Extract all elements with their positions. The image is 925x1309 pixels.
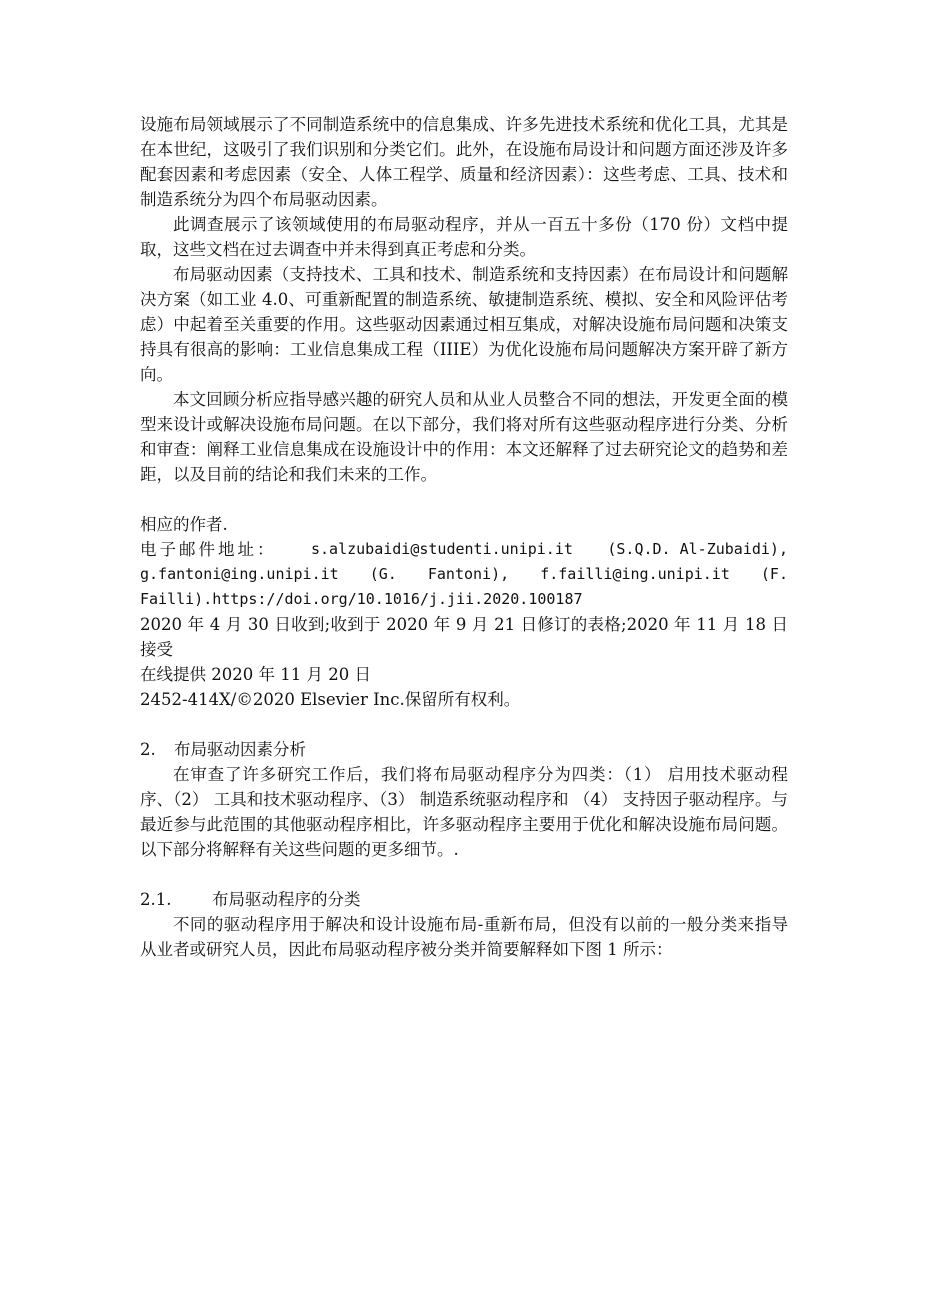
email-link-3[interactable]: f.failli@ing.unipi.it (540, 565, 730, 583)
section-2-1-heading (140, 887, 788, 912)
section-2-1-paragraph: 不同的驱动程序用于解决和设计设施布局-重新布局，但没有以前的一般分类来指导从业者或研究人员，因此布局驱动程序被分类并简要解释如下图 1 所示： (140, 915, 788, 959)
email-label: 电子邮件地址： (140, 540, 277, 559)
email-line-2 (140, 562, 788, 587)
author-name-1: (S.Q.D. Al-Zubaidi), (607, 540, 788, 558)
intro-paragraph-3: 布局驱动因素（支持技术、工具和技术、制造系统和支持因素）在布局设计和问题解决方案（如工业 4.0、可重新配置的制造系统、敏捷制造系统、模拟、安全和风险评估考虑）中起着至关重要的作用。这些驱动因素通过相互集成，对解决设施布局问题和决策支持具有很高的影响：工业信息集成工程（IIIE）为优化设施布局问题解决方案开辟了新方向。 (140, 265, 788, 384)
author-name-3a: (F. (760, 565, 788, 583)
corresponding-author: 相应的作者. (140, 515, 228, 534)
intro-paragraph-2: 此调查展示了该领域使用的布局驱动程序，并从一百五十多份（170 份）文档中提取，这些文档在过去调查中并未得到真正考虑和分类。 (140, 215, 788, 259)
section-2-heading (140, 737, 788, 762)
author-name-2b: Fantoni), (427, 565, 510, 583)
section-2-number: 2. (140, 740, 156, 759)
doi-line[interactable]: Failli).https://doi.org/10.1016/j.jii.2020.100187 (140, 590, 583, 608)
spacer (140, 712, 788, 737)
received-dates: 2020 年 4 月 30 日收到;收到于 2020 年 9 月 21 日修订的表格;2020 年 11 月 18 日接受 (140, 615, 788, 659)
intro-paragraph-1: 设施布局领域展示了不同制造系统中的信息集成、许多先进技术系统和优化工具，尤其是在本世纪，这吸引了我们识别和分类它们。此外，在设施布局设计和问题方面还涉及许多配套因素和考虑因素（安全、人体工程学、质量和经济因素）：这些考虑、工具、技术和制造系统分为四个布局驱动因素。 (140, 115, 788, 209)
copyright-line: 2452-414X/©2020 Elsevier Inc.保留所有权利。 (140, 690, 521, 709)
footnote-block (140, 512, 788, 712)
intro-paragraph-4: 本文回顾分析应指导感兴趣的研究人员和从业人员整合不同的想法，开发更全面的模型来设计或解决设施布局问题。在以下部分，我们将对所有这些驱动程序进行分类、分析和审查：阐释工业信息集成在设施设计中的作用：本文还解释了过去研究论文的趋势和差距，以及目前的结论和我们未来的工作。 (140, 390, 788, 484)
section-2-paragraph: 在审查了许多研究工作后，我们将布局驱动程序分为四类：（1） 启用技术驱动程序、（2） 工具和技术驱动程序、（3） 制造系统驱动程序和 （4） 支持因子驱动程序。与最近参与此范围的其他驱动程序相比，许多驱动程序主要用于优化和解决设施布局问题。以下部分将解释有关这些问题的更多细节。. (140, 765, 788, 859)
online-date: 在线提供 2020 年 11 月 20 日 (140, 665, 371, 684)
spacer (140, 862, 788, 887)
email-link-1[interactable]: s.alzubaidi@studenti.unipi.it (310, 540, 573, 558)
section-2-1-number: 2.1. (140, 890, 172, 909)
email-link-2[interactable]: g.fantoni@ing.unipi.it (140, 565, 339, 583)
spacer (140, 487, 788, 512)
author-name-2a: (G. (369, 565, 397, 583)
document-page (140, 112, 788, 962)
section-2-title: 布局驱动因素分析 (174, 740, 306, 759)
email-line-1 (140, 537, 788, 562)
section-2-1-title: 布局驱动程序的分类 (212, 890, 361, 909)
